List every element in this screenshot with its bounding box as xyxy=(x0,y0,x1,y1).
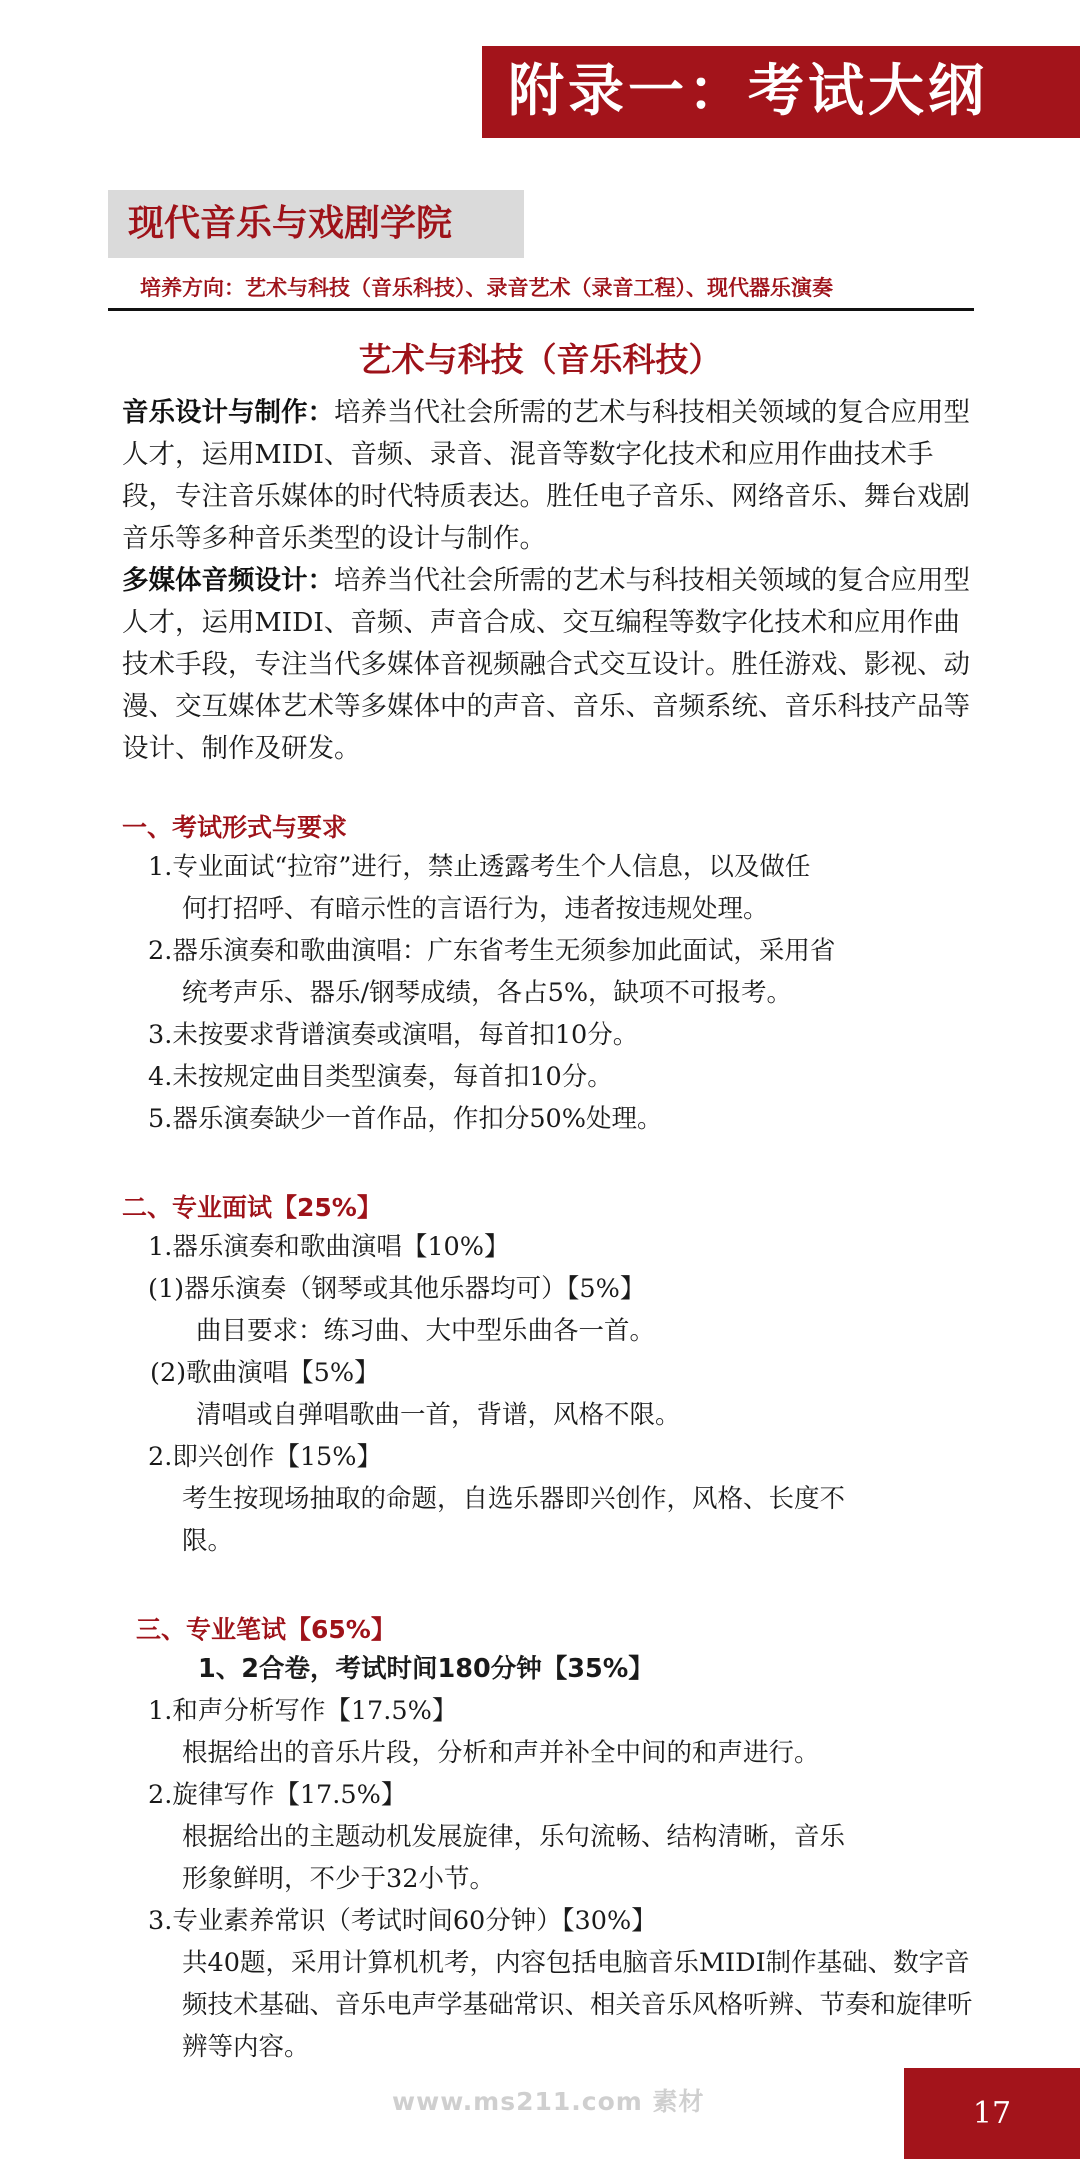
college-name: 现代音乐与戏剧学院 xyxy=(128,203,453,244)
list-item: (1)器乐演奏（钢琴或其他乐器均可）【5%】 xyxy=(148,1274,646,1304)
list-item: 限。 xyxy=(182,1526,234,1556)
list-item: 3.未按要求背谱演奏或演唱，每首扣10分。 xyxy=(148,1020,639,1050)
list-item: 根据给出的音乐片段，分析和声并补全中间的和声进行。 xyxy=(182,1738,820,1768)
list-item: 2.即兴创作【15%】 xyxy=(148,1442,383,1472)
list-item: 根据给出的主题动机发展旋律，乐句流畅、结构清晰，音乐 xyxy=(182,1822,846,1852)
divider-line xyxy=(108,308,974,311)
paragraph-multimedia-audio xyxy=(122,560,982,770)
list-item: (2)歌曲演唱【5%】 xyxy=(150,1358,380,1388)
heading-exam-format: 一、考试形式与要求 xyxy=(122,813,348,842)
list-item: 统考声乐、器乐/钢琴成绩，各占5%，缺项不可报考。 xyxy=(182,978,793,1008)
paragraph-label: 多媒体音频设计： xyxy=(122,565,334,596)
heading-written-exam: 三、专业笔试【65%】 xyxy=(136,1615,396,1644)
list-item: 2.旋律写作【17.5%】 xyxy=(148,1780,407,1810)
list-item: 考生按现场抽取的命题，自选乐器即兴创作，风格、长度不 xyxy=(182,1484,846,1514)
training-direction: 培养方向：艺术与科技（音乐科技）、录音艺术（录音工程）、现代器乐演奏 xyxy=(140,276,833,300)
list-item: 曲目要求：练习曲、大中型乐曲各一首。 xyxy=(196,1316,656,1346)
list-item: 形象鲜明，不少于32小节。 xyxy=(182,1864,495,1894)
paragraph-text: 培养当代社会所需的艺术与科技相关领域的复合应用型人才，运用MIDI、音频、录音、混音等数字化技术和应用作曲技术手段，专注音乐媒体的时代特质表达。胜任电子音乐、网络音乐、舞台戏剧音乐等多种音乐类型的设计与制作。 xyxy=(122,397,970,554)
list-item: 3.专业素养常识（考试时间60分钟）【30%】 xyxy=(148,1906,657,1936)
list-item: 2.器乐演奏和歌曲演唱：广东省考生无须参加此面试，采用省 xyxy=(148,936,836,966)
paragraph-music-design xyxy=(122,392,982,560)
list-item: 1.专业面试“拉帘”进行，禁止透露考生个人信息，以及做任 xyxy=(148,852,811,882)
list-item: 4.未按规定曲目类型演奏，每首扣10分。 xyxy=(148,1062,613,1092)
list-item: 共40题，采用计算机机考，内容包括电脑音乐MIDI制作基础、数字音频技术基础、音乐电声学基础常识、相关音乐风格听辨、节奏和旋律听辨等内容。 xyxy=(182,1948,973,2062)
page-title: 附录一：考试大纲 xyxy=(508,59,988,124)
list-item: 1、2合卷，考试时间180分钟【35%】 xyxy=(198,1654,654,1684)
watermark: www.ms211.com 素材 xyxy=(392,2087,705,2116)
page-number: 17 xyxy=(972,2096,1012,2131)
paragraph-text: 培养当代社会所需的艺术与科技相关领域的复合应用型人才，运用MIDI、音频、声音合成、交互编程等数字化技术和应用作曲技术手段，专注当代多媒体音视频融合式交互设计。胜任游戏、影视、动漫、交互媒体艺术等多媒体中的声音、音乐、音频系统、音乐科技产品等设计、制作及研发。 xyxy=(122,565,970,764)
list-item: 何打招呼、有暗示性的言语行为，违者按违规处理。 xyxy=(182,894,769,924)
paragraph-label: 音乐设计与制作： xyxy=(122,397,334,428)
section-title: 艺术与科技（音乐科技） xyxy=(358,340,722,379)
list-item: 5.器乐演奏缺少一首作品，作扣分50%处理。 xyxy=(148,1104,663,1134)
list-item: 1.器乐演奏和歌曲演唱【10%】 xyxy=(148,1232,510,1262)
list-item: 清唱或自弹唱歌曲一首，背谱，风格不限。 xyxy=(196,1400,681,1430)
heading-interview: 二、专业面试【25%】 xyxy=(122,1193,382,1222)
list-item: 1.和声分析写作【17.5%】 xyxy=(148,1696,458,1726)
